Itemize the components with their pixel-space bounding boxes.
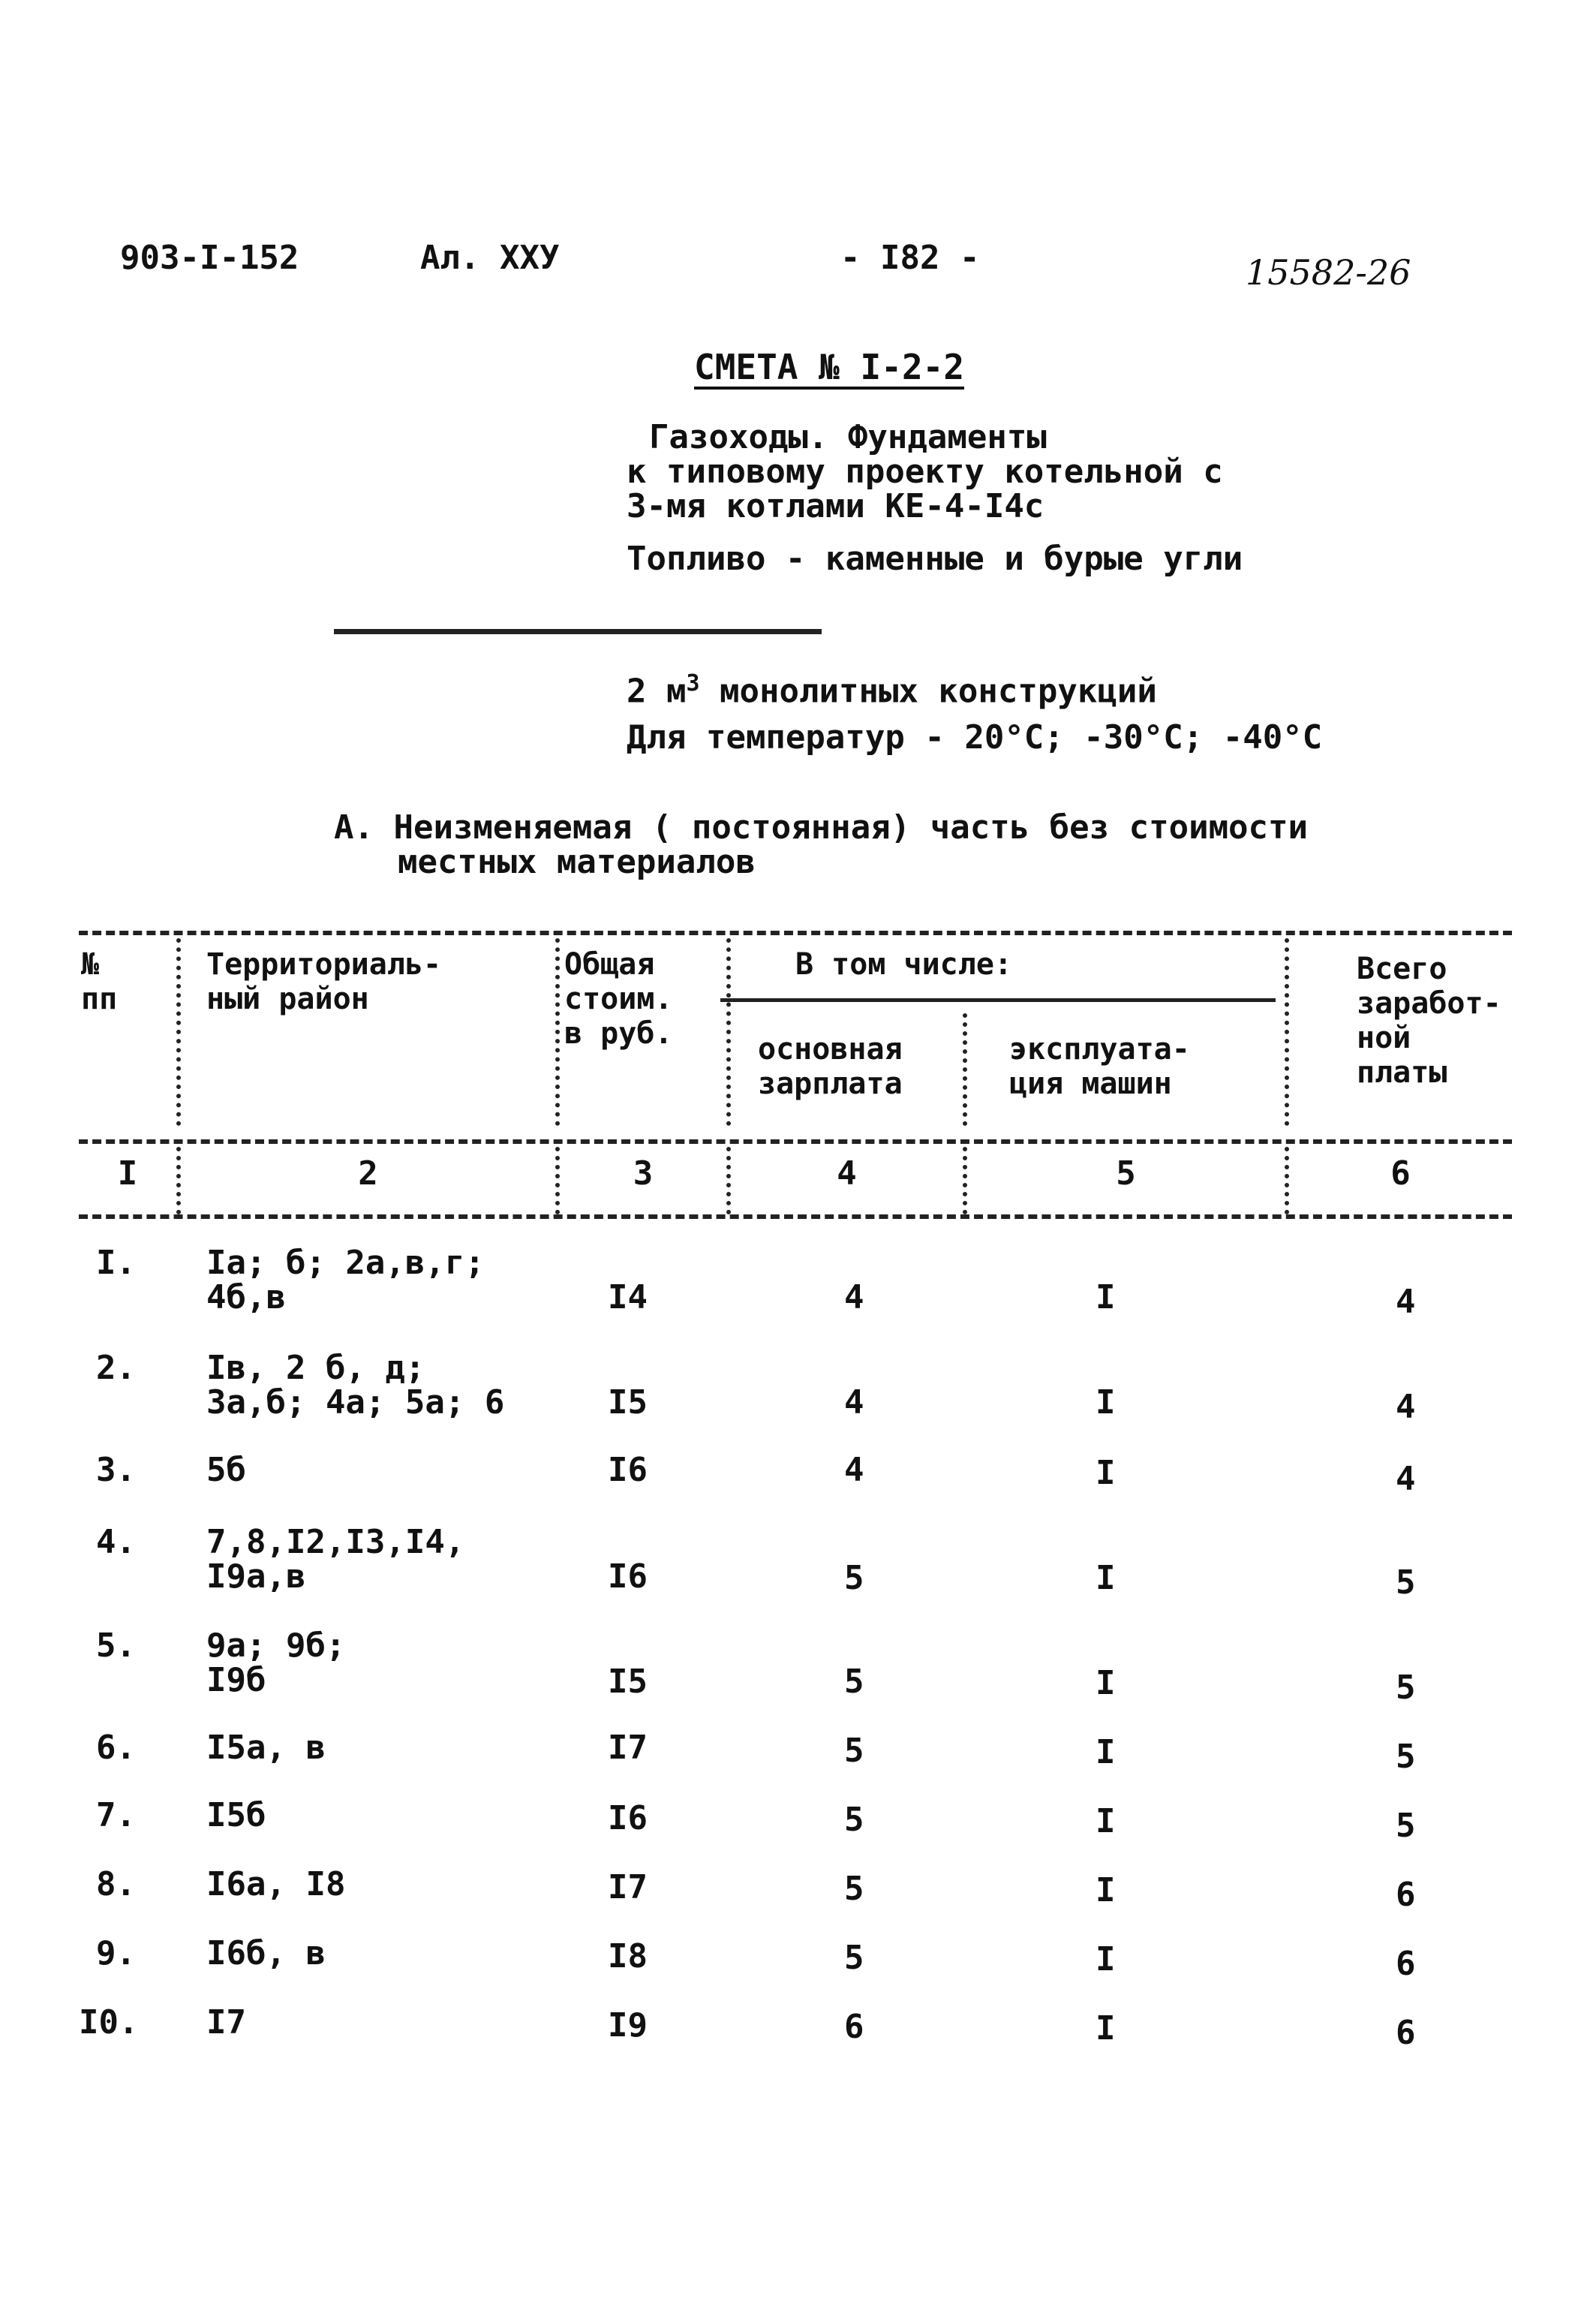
header-total-cost: Общая стоим. в руб. — [564, 947, 673, 1051]
header-bottom-border — [79, 1139, 1512, 1144]
row-3-machines: I — [1096, 1454, 1116, 1492]
col-divider-2 — [555, 938, 560, 1126]
separator-rule — [334, 629, 822, 634]
row-7-number: 7. — [96, 1796, 136, 1834]
column-number-6: 6 — [1390, 1154, 1411, 1193]
row-6-total: I7 — [608, 1729, 648, 1767]
row-9-wage: 5 — [844, 1939, 864, 1977]
row-3-total: I6 — [608, 1451, 648, 1489]
row-2-wage: 4 — [844, 1383, 864, 1422]
row-8-number: 8. — [96, 1865, 136, 1903]
row-6-wage: 5 — [844, 1732, 864, 1770]
row-7-all-wages: 5 — [1396, 1807, 1416, 1845]
row-6-number: 6. — [96, 1729, 136, 1767]
row-6-all-wages: 5 — [1396, 1738, 1416, 1776]
section-heading-line-1: А. Неизменяемая ( постоянная) часть без стоимости — [334, 808, 1309, 847]
row-2-total: I5 — [608, 1383, 648, 1422]
page-number: - I82 - — [840, 239, 980, 277]
row-3-region: 5б — [206, 1451, 246, 1489]
row-6-region: I5а, в — [206, 1729, 326, 1767]
row-5-all-wages: 5 — [1396, 1669, 1416, 1707]
column-number-5: 5 — [1116, 1154, 1136, 1193]
row-10-region: I7 — [206, 2003, 246, 2042]
fuel-type: Топливо - каменные и бурые угли — [627, 540, 1243, 578]
unit-suffix: монолитных конструкций — [699, 672, 1157, 711]
column-number-3: 3 — [633, 1154, 654, 1193]
description-line-1: Газоходы. Фундаменты — [649, 418, 1047, 456]
row-10-wage: 6 — [844, 2008, 864, 2046]
row-1-number: I. — [96, 1244, 136, 1282]
unit-superscript: 3 — [686, 670, 700, 697]
row-9-machines: I — [1096, 1940, 1116, 1979]
section-heading-line-2: местных материалов — [398, 843, 756, 881]
row-6-machines: I — [1096, 1733, 1116, 1771]
row-7-total: I6 — [608, 1799, 648, 1837]
row-5-wage: 5 — [844, 1663, 864, 1701]
row-4-wage: 5 — [844, 1559, 864, 1597]
row-10-number: I0. — [79, 2003, 139, 2042]
header-in-that-number: В том числе: — [795, 947, 1012, 982]
row-10-all-wages: 6 — [1396, 2014, 1416, 2052]
row-5-number: 5. — [96, 1626, 136, 1665]
column-number-border — [79, 1214, 1512, 1219]
column-number-2: 2 — [358, 1154, 378, 1193]
row-1-total: I4 — [608, 1278, 648, 1316]
row-2-all-wages: 4 — [1396, 1388, 1416, 1426]
row-7-wage: 5 — [844, 1801, 864, 1839]
temperature-line: Для температур - 20°С; -30°С; -40°С — [627, 718, 1323, 757]
album-number: Ал. XXУ — [420, 239, 560, 277]
col-divider-1 — [176, 938, 181, 1126]
row-3-number: 3. — [96, 1451, 136, 1489]
row-7-machines: I — [1096, 1802, 1116, 1840]
handwritten-reference: 15582-26 — [1246, 252, 1411, 293]
row-3-wage: 4 — [844, 1451, 864, 1489]
unit-line — [627, 667, 1157, 709]
subheader-rule — [720, 998, 1276, 1002]
table-top-border — [79, 931, 1512, 935]
row-4-number: 4. — [96, 1523, 136, 1561]
row-10-total: I9 — [608, 2006, 648, 2045]
header-region: Территориаль- ный район — [206, 947, 442, 1016]
row-3-all-wages: 4 — [1396, 1460, 1416, 1498]
row-1-wage: 4 — [844, 1278, 864, 1316]
col-divider-5 — [1285, 938, 1289, 1126]
row-2-region: Iв, 2 б, д; 3а,б; 4а; 5а; 6 — [206, 1349, 505, 1422]
row-9-number: 9. — [96, 1934, 136, 1972]
header-total-wages: Всего заработ- ной платы — [1357, 952, 1501, 1090]
row-8-machines: I — [1096, 1871, 1116, 1909]
row-1-all-wages: 4 — [1396, 1283, 1416, 1321]
row-1-machines: I — [1096, 1278, 1116, 1316]
row-9-region: I6б, в — [206, 1934, 326, 1972]
column-number-4: 4 — [837, 1154, 857, 1193]
row-4-region: 7,8,I2,I3,I4, I9а,в — [206, 1523, 465, 1596]
row-5-region: 9а; 9б; I9б — [206, 1626, 346, 1699]
row-8-total: I7 — [608, 1868, 648, 1906]
unit-prefix: 2 м — [627, 672, 687, 711]
column-number-1: I — [117, 1154, 138, 1193]
row-8-wage: 5 — [844, 1870, 864, 1908]
row-7-region: I5б — [206, 1796, 266, 1834]
row-2-number: 2. — [96, 1349, 136, 1387]
document-code: 903-I-152 — [120, 239, 299, 277]
row-9-all-wages: 6 — [1396, 1945, 1416, 1983]
header-row-number: № пп — [81, 947, 118, 1016]
row-5-total: I5 — [608, 1663, 648, 1701]
row-4-all-wages: 5 — [1396, 1563, 1416, 1602]
header-base-wage: основная зарплата — [758, 1032, 903, 1101]
row-8-all-wages: 6 — [1396, 1876, 1416, 1914]
row-4-total: I6 — [608, 1557, 648, 1596]
row-10-machines: I — [1096, 2009, 1116, 2048]
col-divider-4 — [963, 1013, 967, 1126]
row-5-machines: I — [1096, 1664, 1116, 1702]
description-line-3: 3-мя котлами КЕ-4-I4с — [627, 487, 1044, 525]
row-1-region: Iа; б; 2а,в,г; 4б,в — [206, 1244, 485, 1316]
row-8-region: I6а, I8 — [206, 1865, 346, 1903]
col-divider-3 — [726, 938, 731, 1126]
row-9-total: I8 — [608, 1937, 648, 1975]
row-2-machines: I — [1096, 1383, 1116, 1422]
description-line-2: к типовому проекту котельной с — [627, 453, 1223, 491]
header-machine-operation: эксплуата- ция машин — [1009, 1032, 1190, 1101]
estimate-title: СМЕТА № I-2-2 — [694, 347, 965, 387]
row-4-machines: I — [1096, 1559, 1116, 1597]
